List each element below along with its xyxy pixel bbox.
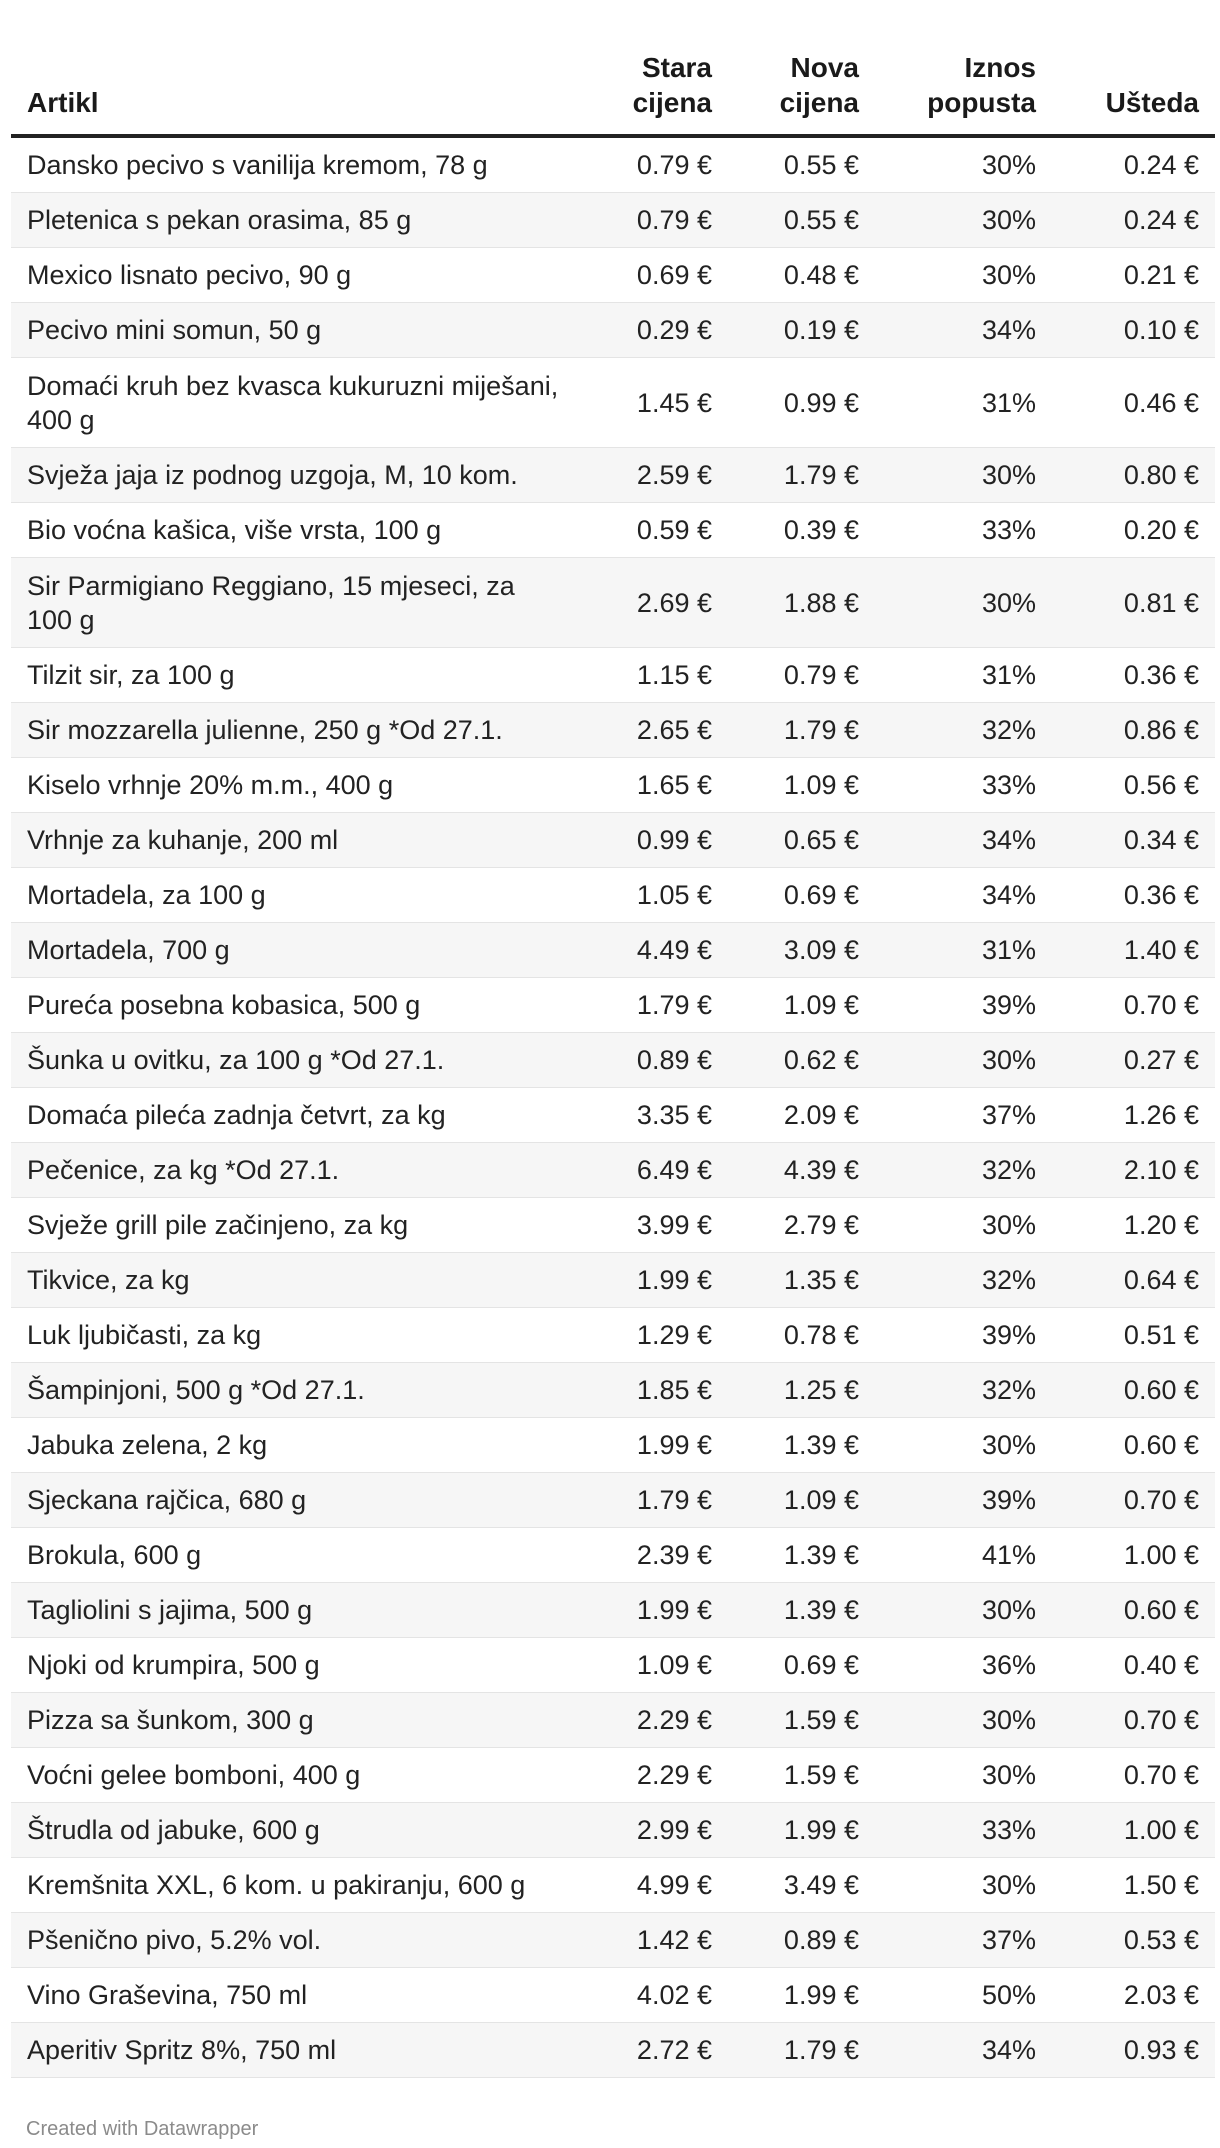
cell-stara-cijena: 2.99 € bbox=[581, 1803, 728, 1858]
cell-nova-cijena: 0.79 € bbox=[728, 648, 875, 703]
cell-nova-cijena: 1.59 € bbox=[728, 1748, 875, 1803]
table-row bbox=[11, 1088, 1215, 1143]
cell-iznos-popusta: 34% bbox=[875, 813, 1052, 868]
price-table bbox=[11, 0, 1215, 2078]
cell-stara-cijena: 1.79 € bbox=[581, 1473, 728, 1528]
cell-stara-cijena: 2.29 € bbox=[581, 1748, 728, 1803]
cell-artikl: Kremšnita XXL, 6 kom. u pakiranju, 600 g bbox=[11, 1858, 581, 1913]
cell-usteda: 0.53 € bbox=[1052, 1913, 1215, 1968]
cell-usteda: 0.34 € bbox=[1052, 813, 1215, 868]
cell-artikl: Šampinjoni, 500 g *Od 27.1. bbox=[11, 1363, 581, 1418]
cell-artikl: Pureća posebna kobasica, 500 g bbox=[11, 978, 581, 1033]
cell-stara-cijena: 4.99 € bbox=[581, 1858, 728, 1913]
header-artikl[interactable] bbox=[11, 0, 581, 136]
table-row bbox=[11, 1308, 1215, 1363]
cell-artikl: Tilzit sir, za 100 g bbox=[11, 648, 581, 703]
header-stara-cijena[interactable] bbox=[581, 0, 728, 136]
cell-nova-cijena: 1.79 € bbox=[728, 448, 875, 503]
cell-artikl: Njoki od krumpira, 500 g bbox=[11, 1638, 581, 1693]
cell-iznos-popusta: 39% bbox=[875, 1308, 1052, 1363]
table-row bbox=[11, 1418, 1215, 1473]
cell-stara-cijena: 1.79 € bbox=[581, 978, 728, 1033]
table-row bbox=[11, 2023, 1215, 2078]
cell-iznos-popusta: 33% bbox=[875, 1803, 1052, 1858]
cell-nova-cijena: 1.35 € bbox=[728, 1253, 875, 1308]
cell-iznos-popusta: 32% bbox=[875, 703, 1052, 758]
cell-stara-cijena: 2.72 € bbox=[581, 2023, 728, 2078]
cell-stara-cijena: 0.99 € bbox=[581, 813, 728, 868]
cell-nova-cijena: 2.09 € bbox=[728, 1088, 875, 1143]
cell-artikl: Luk ljubičasti, za kg bbox=[11, 1308, 581, 1363]
cell-artikl: Sjeckana rajčica, 680 g bbox=[11, 1473, 581, 1528]
table-row bbox=[11, 1748, 1215, 1803]
table-row bbox=[11, 1693, 1215, 1748]
cell-nova-cijena: 1.99 € bbox=[728, 1803, 875, 1858]
cell-artikl: Sir Parmigiano Reggiano, 15 mjeseci, za 100 g bbox=[11, 558, 581, 648]
table-row bbox=[11, 868, 1215, 923]
cell-artikl: Pečenice, za kg *Od 27.1. bbox=[11, 1143, 581, 1198]
table-row bbox=[11, 136, 1215, 193]
cell-stara-cijena: 1.99 € bbox=[581, 1418, 728, 1473]
cell-nova-cijena: 1.88 € bbox=[728, 558, 875, 648]
table-row bbox=[11, 923, 1215, 978]
cell-nova-cijena: 0.69 € bbox=[728, 1638, 875, 1693]
cell-iznos-popusta: 36% bbox=[875, 1638, 1052, 1693]
table-row bbox=[11, 1473, 1215, 1528]
cell-artikl: Jabuka zelena, 2 kg bbox=[11, 1418, 581, 1473]
cell-stara-cijena: 3.35 € bbox=[581, 1088, 728, 1143]
cell-iznos-popusta: 30% bbox=[875, 1033, 1052, 1088]
cell-stara-cijena: 1.85 € bbox=[581, 1363, 728, 1418]
cell-nova-cijena: 1.09 € bbox=[728, 758, 875, 813]
cell-artikl: Vino Graševina, 750 ml bbox=[11, 1968, 581, 2023]
table-row bbox=[11, 1363, 1215, 1418]
cell-stara-cijena: 1.29 € bbox=[581, 1308, 728, 1363]
cell-usteda: 0.20 € bbox=[1052, 503, 1215, 558]
table-row bbox=[11, 248, 1215, 303]
cell-iznos-popusta: 31% bbox=[875, 358, 1052, 448]
table-row bbox=[11, 1638, 1215, 1693]
table-row bbox=[11, 1583, 1215, 1638]
cell-usteda: 0.40 € bbox=[1052, 1638, 1215, 1693]
cell-nova-cijena: 0.39 € bbox=[728, 503, 875, 558]
table-row bbox=[11, 193, 1215, 248]
header-iznos-line1: Iznos bbox=[964, 52, 1036, 83]
cell-nova-cijena: 1.39 € bbox=[728, 1528, 875, 1583]
cell-stara-cijena: 3.99 € bbox=[581, 1198, 728, 1253]
cell-nova-cijena: 0.48 € bbox=[728, 248, 875, 303]
cell-artikl: Bio voćna kašica, više vrsta, 100 g bbox=[11, 503, 581, 558]
header-nova-line2: cijena bbox=[779, 87, 859, 118]
cell-iznos-popusta: 30% bbox=[875, 1418, 1052, 1473]
header-usteda-label: Ušteda bbox=[1105, 87, 1199, 118]
cell-nova-cijena: 0.69 € bbox=[728, 868, 875, 923]
table-row bbox=[11, 303, 1215, 358]
cell-artikl: Šunka u ovitku, za 100 g *Od 27.1. bbox=[11, 1033, 581, 1088]
cell-iznos-popusta: 31% bbox=[875, 923, 1052, 978]
cell-usteda: 0.46 € bbox=[1052, 358, 1215, 448]
table-row bbox=[11, 503, 1215, 558]
cell-usteda: 0.56 € bbox=[1052, 758, 1215, 813]
cell-usteda: 1.26 € bbox=[1052, 1088, 1215, 1143]
cell-artikl: Pletenica s pekan orasima, 85 g bbox=[11, 193, 581, 248]
cell-iznos-popusta: 32% bbox=[875, 1363, 1052, 1418]
cell-stara-cijena: 4.49 € bbox=[581, 923, 728, 978]
cell-nova-cijena: 0.89 € bbox=[728, 1913, 875, 1968]
cell-usteda: 1.40 € bbox=[1052, 923, 1215, 978]
cell-nova-cijena: 1.79 € bbox=[728, 703, 875, 758]
header-nova-line1: Nova bbox=[790, 52, 859, 83]
cell-stara-cijena: 0.79 € bbox=[581, 193, 728, 248]
cell-iznos-popusta: 34% bbox=[875, 303, 1052, 358]
cell-iznos-popusta: 50% bbox=[875, 1968, 1052, 2023]
cell-iznos-popusta: 30% bbox=[875, 448, 1052, 503]
cell-usteda: 0.60 € bbox=[1052, 1418, 1215, 1473]
cell-usteda: 0.36 € bbox=[1052, 868, 1215, 923]
cell-nova-cijena: 1.39 € bbox=[728, 1418, 875, 1473]
cell-artikl: Voćni gelee bomboni, 400 g bbox=[11, 1748, 581, 1803]
header-artikl-label: Artikl bbox=[27, 87, 99, 118]
cell-usteda: 0.86 € bbox=[1052, 703, 1215, 758]
cell-usteda: 2.03 € bbox=[1052, 1968, 1215, 2023]
cell-usteda: 1.00 € bbox=[1052, 1803, 1215, 1858]
table-row bbox=[11, 1913, 1215, 1968]
cell-artikl: Sir mozzarella julienne, 250 g *Od 27.1. bbox=[11, 703, 581, 758]
cell-nova-cijena: 1.79 € bbox=[728, 2023, 875, 2078]
cell-nova-cijena: 0.55 € bbox=[728, 136, 875, 193]
cell-stara-cijena: 2.39 € bbox=[581, 1528, 728, 1583]
cell-stara-cijena: 1.99 € bbox=[581, 1253, 728, 1308]
header-iznos-popusta[interactable] bbox=[875, 0, 1052, 136]
cell-artikl: Tikvice, za kg bbox=[11, 1253, 581, 1308]
cell-usteda: 0.24 € bbox=[1052, 193, 1215, 248]
cell-iznos-popusta: 30% bbox=[875, 1198, 1052, 1253]
header-row bbox=[11, 0, 1215, 136]
cell-stara-cijena: 6.49 € bbox=[581, 1143, 728, 1198]
cell-usteda: 0.70 € bbox=[1052, 1693, 1215, 1748]
cell-artikl: Pecivo mini somun, 50 g bbox=[11, 303, 581, 358]
cell-iznos-popusta: 30% bbox=[875, 1748, 1052, 1803]
cell-stara-cijena: 2.59 € bbox=[581, 448, 728, 503]
cell-stara-cijena: 0.79 € bbox=[581, 136, 728, 193]
cell-iznos-popusta: 33% bbox=[875, 503, 1052, 558]
cell-usteda: 0.24 € bbox=[1052, 136, 1215, 193]
cell-artikl: Domaća pileća zadnja četvrt, za kg bbox=[11, 1088, 581, 1143]
cell-artikl: Svježa jaja iz podnog uzgoja, M, 10 kom. bbox=[11, 448, 581, 503]
cell-stara-cijena: 1.45 € bbox=[581, 358, 728, 448]
cell-iznos-popusta: 34% bbox=[875, 2023, 1052, 2078]
cell-usteda: 0.60 € bbox=[1052, 1363, 1215, 1418]
table-row bbox=[11, 978, 1215, 1033]
cell-iznos-popusta: 31% bbox=[875, 648, 1052, 703]
cell-stara-cijena: 2.69 € bbox=[581, 558, 728, 648]
cell-iznos-popusta: 32% bbox=[875, 1253, 1052, 1308]
cell-iznos-popusta: 39% bbox=[875, 978, 1052, 1033]
cell-iznos-popusta: 30% bbox=[875, 1858, 1052, 1913]
cell-stara-cijena: 4.02 € bbox=[581, 1968, 728, 2023]
table-row bbox=[11, 758, 1215, 813]
cell-stara-cijena: 1.99 € bbox=[581, 1583, 728, 1638]
cell-iznos-popusta: 30% bbox=[875, 1583, 1052, 1638]
cell-nova-cijena: 0.78 € bbox=[728, 1308, 875, 1363]
cell-stara-cijena: 2.29 € bbox=[581, 1693, 728, 1748]
cell-usteda: 0.27 € bbox=[1052, 1033, 1215, 1088]
cell-stara-cijena: 1.42 € bbox=[581, 1913, 728, 1968]
cell-nova-cijena: 0.62 € bbox=[728, 1033, 875, 1088]
cell-iznos-popusta: 39% bbox=[875, 1473, 1052, 1528]
table-row bbox=[11, 558, 1215, 648]
cell-iznos-popusta: 30% bbox=[875, 1693, 1052, 1748]
cell-stara-cijena: 1.15 € bbox=[581, 648, 728, 703]
table-row bbox=[11, 1803, 1215, 1858]
cell-nova-cijena: 1.59 € bbox=[728, 1693, 875, 1748]
cell-usteda: 0.70 € bbox=[1052, 978, 1215, 1033]
table-row bbox=[11, 1033, 1215, 1088]
cell-usteda: 0.64 € bbox=[1052, 1253, 1215, 1308]
table-row bbox=[11, 813, 1215, 868]
cell-usteda: 2.10 € bbox=[1052, 1143, 1215, 1198]
cell-stara-cijena: 0.29 € bbox=[581, 303, 728, 358]
table-row bbox=[11, 1143, 1215, 1198]
table-body bbox=[11, 136, 1215, 2078]
cell-stara-cijena: 1.09 € bbox=[581, 1638, 728, 1693]
cell-artikl: Pšenično pivo, 5.2% vol. bbox=[11, 1913, 581, 1968]
cell-usteda: 0.70 € bbox=[1052, 1748, 1215, 1803]
cell-artikl: Mortadela, za 100 g bbox=[11, 868, 581, 923]
header-usteda[interactable] bbox=[1052, 0, 1215, 136]
cell-artikl: Brokula, 600 g bbox=[11, 1528, 581, 1583]
table-row bbox=[11, 648, 1215, 703]
cell-nova-cijena: 4.39 € bbox=[728, 1143, 875, 1198]
cell-artikl: Kiselo vrhnje 20% m.m., 400 g bbox=[11, 758, 581, 813]
cell-iznos-popusta: 30% bbox=[875, 248, 1052, 303]
cell-usteda: 0.60 € bbox=[1052, 1583, 1215, 1638]
cell-usteda: 0.70 € bbox=[1052, 1473, 1215, 1528]
table-row bbox=[11, 703, 1215, 758]
cell-usteda: 0.21 € bbox=[1052, 248, 1215, 303]
header-nova-cijena[interactable] bbox=[728, 0, 875, 136]
cell-usteda: 1.20 € bbox=[1052, 1198, 1215, 1253]
cell-artikl: Štrudla od jabuke, 600 g bbox=[11, 1803, 581, 1858]
table-row bbox=[11, 1528, 1215, 1583]
cell-usteda: 1.00 € bbox=[1052, 1528, 1215, 1583]
cell-stara-cijena: 2.65 € bbox=[581, 703, 728, 758]
table-row bbox=[11, 1253, 1215, 1308]
cell-nova-cijena: 0.65 € bbox=[728, 813, 875, 868]
table-row bbox=[11, 448, 1215, 503]
cell-nova-cijena: 0.19 € bbox=[728, 303, 875, 358]
cell-stara-cijena: 0.89 € bbox=[581, 1033, 728, 1088]
cell-usteda: 0.51 € bbox=[1052, 1308, 1215, 1363]
cell-artikl: Mortadela, 700 g bbox=[11, 923, 581, 978]
cell-artikl: Aperitiv Spritz 8%, 750 ml bbox=[11, 2023, 581, 2078]
cell-artikl: Dansko pecivo s vanilija kremom, 78 g bbox=[11, 136, 581, 193]
cell-iznos-popusta: 41% bbox=[875, 1528, 1052, 1583]
cell-artikl: Tagliolini s jajima, 500 g bbox=[11, 1583, 581, 1638]
header-stara-line1: Stara bbox=[641, 52, 712, 83]
cell-nova-cijena: 0.55 € bbox=[728, 193, 875, 248]
cell-iznos-popusta: 37% bbox=[875, 1913, 1052, 1968]
cell-stara-cijena: 1.05 € bbox=[581, 868, 728, 923]
cell-iznos-popusta: 30% bbox=[875, 136, 1052, 193]
footer-credit[interactable]: Created with Datawrapper bbox=[26, 2118, 259, 2140]
cell-usteda: 0.36 € bbox=[1052, 648, 1215, 703]
cell-usteda: 0.93 € bbox=[1052, 2023, 1215, 2078]
table-row bbox=[11, 1198, 1215, 1253]
header-iznos-line2: popusta bbox=[927, 87, 1036, 118]
cell-nova-cijena: 0.99 € bbox=[728, 358, 875, 448]
cell-iznos-popusta: 33% bbox=[875, 758, 1052, 813]
cell-stara-cijena: 1.65 € bbox=[581, 758, 728, 813]
cell-nova-cijena: 3.09 € bbox=[728, 923, 875, 978]
cell-artikl: Domaći kruh bez kvasca kukuruzni miješani, 400 g bbox=[11, 358, 581, 448]
table-row bbox=[11, 1858, 1215, 1913]
table-row bbox=[11, 1968, 1215, 2023]
table-header bbox=[11, 0, 1215, 136]
cell-nova-cijena: 1.99 € bbox=[728, 1968, 875, 2023]
cell-iznos-popusta: 37% bbox=[875, 1088, 1052, 1143]
cell-usteda: 0.81 € bbox=[1052, 558, 1215, 648]
cell-nova-cijena: 1.39 € bbox=[728, 1583, 875, 1638]
cell-artikl: Vrhnje za kuhanje, 200 ml bbox=[11, 813, 581, 868]
cell-usteda: 1.50 € bbox=[1052, 1858, 1215, 1913]
cell-iznos-popusta: 30% bbox=[875, 193, 1052, 248]
header-stara-line2: cijena bbox=[632, 87, 712, 118]
cell-iznos-popusta: 30% bbox=[875, 558, 1052, 648]
cell-artikl: Pizza sa šunkom, 300 g bbox=[11, 1693, 581, 1748]
cell-usteda: 0.10 € bbox=[1052, 303, 1215, 358]
cell-iznos-popusta: 34% bbox=[875, 868, 1052, 923]
cell-nova-cijena: 2.79 € bbox=[728, 1198, 875, 1253]
cell-usteda: 0.80 € bbox=[1052, 448, 1215, 503]
cell-nova-cijena: 3.49 € bbox=[728, 1858, 875, 1913]
table-row bbox=[11, 358, 1215, 448]
cell-nova-cijena: 1.25 € bbox=[728, 1363, 875, 1418]
cell-stara-cijena: 0.69 € bbox=[581, 248, 728, 303]
cell-artikl: Svježe grill pile začinjeno, za kg bbox=[11, 1198, 581, 1253]
cell-nova-cijena: 1.09 € bbox=[728, 978, 875, 1033]
cell-artikl: Mexico lisnato pecivo, 90 g bbox=[11, 248, 581, 303]
cell-iznos-popusta: 32% bbox=[875, 1143, 1052, 1198]
cell-stara-cijena: 0.59 € bbox=[581, 503, 728, 558]
cell-nova-cijena: 1.09 € bbox=[728, 1473, 875, 1528]
